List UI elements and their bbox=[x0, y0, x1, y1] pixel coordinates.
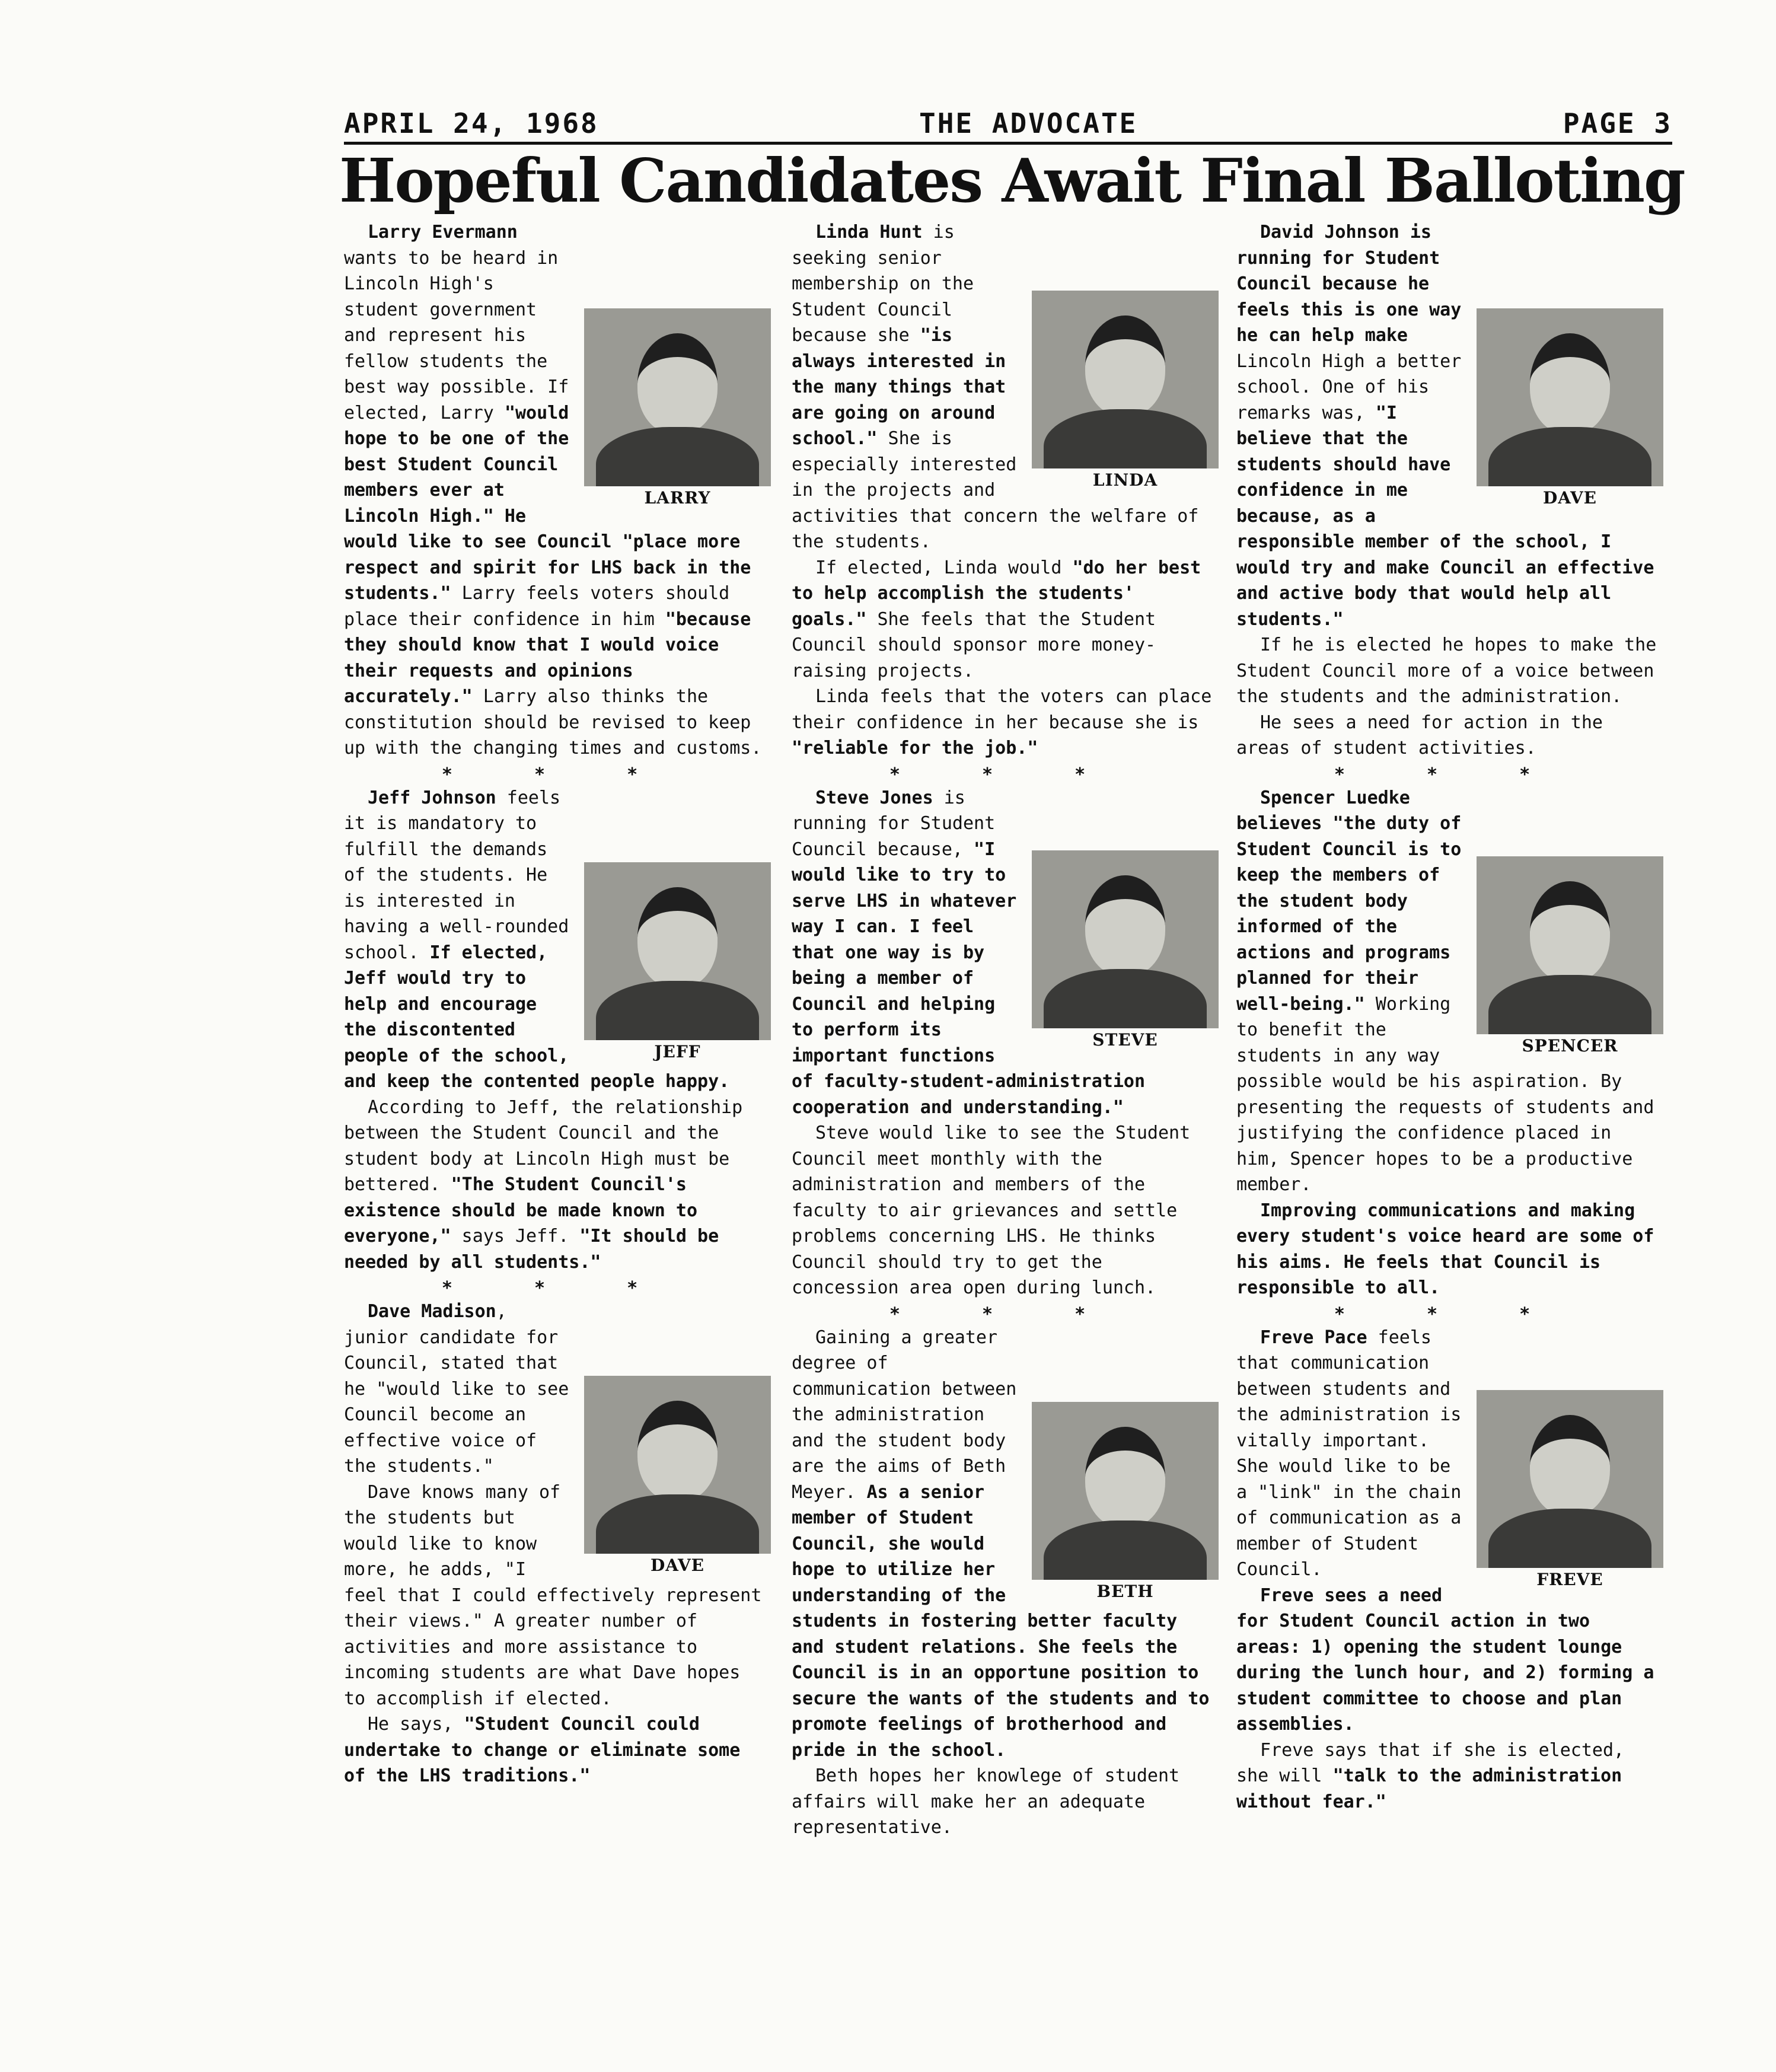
candidate-name: Steve Jones bbox=[815, 787, 933, 808]
portrait-image bbox=[584, 862, 771, 1040]
page-number: PAGE 3 bbox=[1563, 107, 1672, 139]
photo-caption: SPENCER bbox=[1522, 1035, 1618, 1056]
section-divider: * * * bbox=[441, 1278, 674, 1299]
photo-spencer bbox=[1477, 856, 1663, 1058]
article-steve: STEVE Steve Jones is running for Student Council because, "I would like to try to serve LHS in whatever way I can. I feel that one way is by being a member of Council and helping to perform its important functions of faculty-student-administration cooperation and understanding." Steve would like to see the Student Council meet monthly with the administration and members of the faculty to air grievances and settle problems concerning LHS. He thinks Council should try to get the concession area open during lunch. bbox=[792, 785, 1219, 1301]
candidate-name: Larry Evermann bbox=[368, 222, 518, 243]
photo-caption: DAVE bbox=[1542, 488, 1598, 508]
portrait-image bbox=[584, 308, 771, 486]
candidate-name: Jeff Johnson bbox=[368, 787, 496, 808]
photo-larry bbox=[584, 308, 771, 510]
photo-caption: DAVE bbox=[650, 1555, 705, 1575]
candidate-name: Freve Pace bbox=[1260, 1327, 1367, 1348]
section-divider: * * * bbox=[441, 764, 674, 785]
masthead bbox=[344, 107, 1672, 145]
photo-caption: FREVE bbox=[1536, 1569, 1603, 1589]
photo-linda bbox=[1032, 291, 1219, 492]
section-divider: * * * bbox=[1334, 764, 1566, 785]
photo-caption: JEFF bbox=[654, 1041, 701, 1061]
column-2 bbox=[792, 219, 1219, 1841]
photo-freve bbox=[1477, 1390, 1663, 1592]
photo-caption: LINDA bbox=[1092, 470, 1158, 490]
column-1 bbox=[344, 219, 771, 1789]
portrait-image bbox=[1032, 291, 1219, 468]
photo-steve bbox=[1032, 850, 1219, 1052]
candidate-name: Linda Hunt bbox=[815, 222, 923, 243]
portrait-image bbox=[584, 1376, 771, 1554]
article-linda: LINDA Linda Hunt is seeking senior membership on the Student Council because she "is always interested in the many things that are going on around school." She is especially interested in the projects and activities that concern the welfare of the students. If elected, Linda would "do her best to help accomplish the students' goals." She feels that the Student Council should sponsor more money-raising projects. Linda feels that the voters can place their confidence in her because she is "reliable for the job." bbox=[792, 219, 1219, 761]
photo-caption: STEVE bbox=[1092, 1029, 1158, 1050]
photo-jeff bbox=[584, 862, 771, 1064]
candidate-name: Dave Madison bbox=[368, 1301, 496, 1322]
article-jeff: JEFF Jeff Johnson feels it is mandatory to fulfill the demands of the students. He is interested in having a well-rounded school. If elected, Jeff would try to help and encourage the discontented people of the school, and keep the contented people happy. According to Jeff, the relationship between the Student Council and the student body at Lincoln High must be bettered. "The Student Council's existence should be made known to everyone," says Jeff. "It should be needed by all students." bbox=[344, 785, 771, 1276]
article-freve: FREVE Freve Pace feels that communication between students and the administration is vitally important. She would like to be a "link" in the chain of communication as a member of Student Council. Freve sees a need for Student Council action in two areas: 1) opening the student lounge during the lunch hour, and 2) forming a student committee to choose and plan assemblies. Freve says that if she is elected, she will "talk to the administration without fear." bbox=[1236, 1325, 1663, 1815]
issue-date: APRIL 24, 1968 bbox=[344, 107, 599, 139]
photo-beth bbox=[1032, 1402, 1219, 1604]
photo-caption: BETH bbox=[1096, 1581, 1154, 1601]
candidate-name: David Johnson is running for Student Council because he feels this is one way he can help make bbox=[1236, 222, 1462, 346]
portrait-image bbox=[1032, 1402, 1219, 1580]
section-divider: * * * bbox=[1334, 1303, 1566, 1325]
headline: Hopeful Candidates Await Final Balloting bbox=[339, 145, 1685, 216]
photo-caption: LARRY bbox=[644, 488, 711, 508]
section-divider: * * * bbox=[889, 1303, 1121, 1325]
column-3 bbox=[1236, 219, 1663, 1815]
article-dave-madison: DAVE Dave Madison, junior candidate for Council, stated that he "would like to see Council become an effective voice of the students." Dave knows many of the students but would like to know more, he adds, "I feel that I could effectively represent their views." A greater number of activities and more assistance to incoming students are what Dave hopes to accomplish if elected. He says, "Student Council could undertake to change or eliminate some of the LHS traditions." bbox=[344, 1299, 771, 1789]
portrait-image bbox=[1032, 850, 1219, 1028]
article-larry: LARRY Larry Evermann wants to be heard in Lincoln High's student government and represent his fellow students the best way possible. If elected, Larry "would hope to be one of the best Student Council members ever at Lincoln High." He would like to see Council "place more respect and spirit for LHS back in the students." Larry feels voters should place their confidence in him "because they should know that I would voice their requests and opinions accurately." Larry also thinks the constitution should be revised to keep up with the changing times and customs. bbox=[344, 219, 771, 761]
candidate-name: Spencer Luedke bbox=[1260, 787, 1410, 808]
photo-dave-madison bbox=[584, 1376, 771, 1577]
portrait-image bbox=[1477, 1390, 1663, 1568]
paper-name: THE ADVOCATE bbox=[919, 107, 1138, 139]
article-beth: BETH Gaining a greater degree of communication between the administration and the student body are the aims of Beth Meyer. As a senior member of Student Council, she would hope to utilize her understanding of the students in fostering better faculty and student relations. She feels the Council is in an opportune position to secure the wants of the students and to promote feelings of brotherhood and pride in the school. Beth hopes her knowlege of student affairs will make her an adequate representative. bbox=[792, 1325, 1219, 1841]
article-spencer: SPENCER Spencer Luedke believes "the duty of Student Council is to keep the members of the student body informed of the actions and programs planned for their well-being." Working to benefit the students in any way possible would be his aspiration. By presenting the requests of students and justifying the confidence placed in him, Spencer hopes to be a productive member. Improving communications and making every student's voice heard are some of his aims. He feels that Council is responsible to all. bbox=[1236, 785, 1663, 1301]
section-divider: * * * bbox=[889, 764, 1121, 785]
article-david-johnson: DAVE David Johnson is running for Student Council because he feels this is one way he can help make Lincoln High a better school. One of his remarks was, "I believe that the students should have confidence in me because, as a responsible member of the school, I would try and make Council an effective and active body that would help all students." If he is elected he hopes to make the Student Council more of a voice between the students and the administration. He sees a need for action in the areas of student activities. bbox=[1236, 219, 1663, 761]
photo-david-johnson bbox=[1477, 308, 1663, 510]
portrait-image bbox=[1477, 856, 1663, 1034]
portrait-image bbox=[1477, 308, 1663, 486]
